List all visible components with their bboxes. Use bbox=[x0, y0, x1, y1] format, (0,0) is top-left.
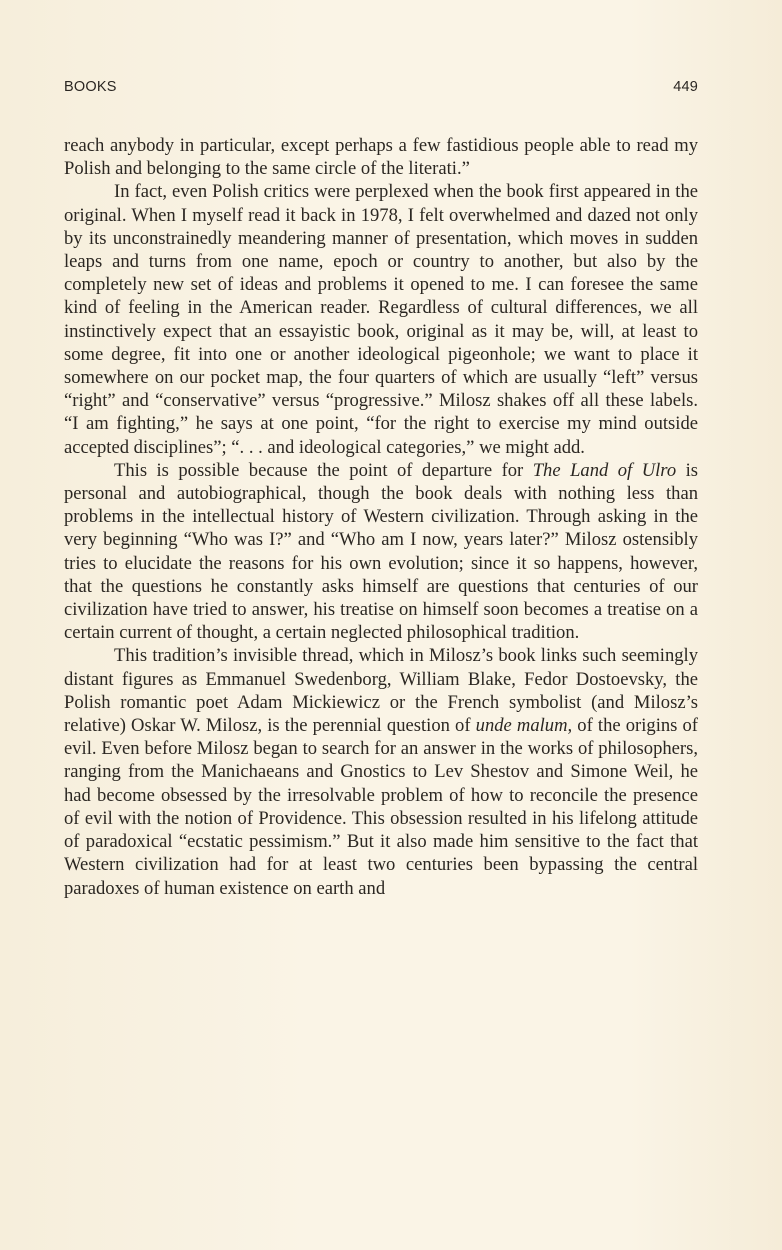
paragraph-text: of the origins of evil. Even before Milosz began to search for an answer in the works of philosophers, ranging from the Manichaeans and Gnostics to Lev Shestov and Simone Weil, he had become obsessed by the irresolvable problem of how to reconcile the presence of evil with the notion of Providence. This obsession resulted in his lifelong attitude of paradoxical “ecstatic pessimism.” But it also made him sensitive to the fact that Western civilization had for at least two centuries been bypassing the central paradoxes of human existence on earth and bbox=[64, 715, 699, 899]
paragraph-2 bbox=[64, 180, 698, 458]
book-title-italic: The Land of Ulro bbox=[532, 459, 677, 481]
paragraph-3 bbox=[64, 459, 698, 645]
paragraph-text: This is possible because the point of departure for bbox=[114, 459, 533, 481]
paragraph-4 bbox=[64, 644, 698, 899]
paragraph-1 bbox=[64, 134, 698, 180]
paragraph-text: In fact, even Polish critics were perplexed when the book first appeared in the original. When I myself read it back in 1978, I felt overwhelmed and dazed not only by its unconstrainedly meandering manner of presentation, which moves in sudden leaps and turns from one name, epoch or country to another, but also by the completely new set of ideas and problems it opened to me. I can foresee the same kind of feeling in the American reader. Regardless of cultural differences, we all instinctively expect that an essayistic book, original as it may be, will, at least to some degree, fit into one or another ideological pigeonhole; we want to place it somewhere on our pocket map, the four quarters of which are usually “left” versus “right” and “conservative” versus “progressive.” Milosz shakes off all these labels. “I am fighting,” he says at one point, “for the right to exercise my mind outside accepted disciplines”; “. . . and ideological categories,” we might add. bbox=[64, 181, 698, 458]
section-title: BOOKS bbox=[64, 79, 117, 95]
paragraph-text: reach anybody in particular, except perhaps a few fastidious people able to read my Polish and belonging to the same circle of the literati.” bbox=[64, 135, 698, 180]
paragraph-text: is personal and autobiographical, though the book deals with nothing less than problems in the intellectual history of Western civilization. Through asking in the very beginning “Who was I?” and “Who am I now, years later?” Milosz ostensibly tries to elucidate the reasons for his own evolution; since it so happens, however, that the questions he constantly asks himself are questions that centuries of our civilization have tried to answer, his treatise on himself soon becomes a treatise on a certain current of thought, a certain neglected philosophical tradition. bbox=[64, 459, 699, 644]
page-number: 449 bbox=[673, 79, 698, 95]
latin-phrase-italic: unde malum, bbox=[475, 715, 573, 737]
paragraph-text: This tradition’s invisible thread, which in Milosz’s book links such seemingly distant figures as Emmanuel Swedenborg, William Blake, Fedor Dostoevsky, the Polish romantic poet Adam Mickiewicz or the French symbolist (and Milosz’s relative) Oskar W. Milosz, is the perennial question of bbox=[64, 645, 698, 737]
body-text bbox=[64, 134, 698, 900]
running-head bbox=[64, 79, 698, 99]
